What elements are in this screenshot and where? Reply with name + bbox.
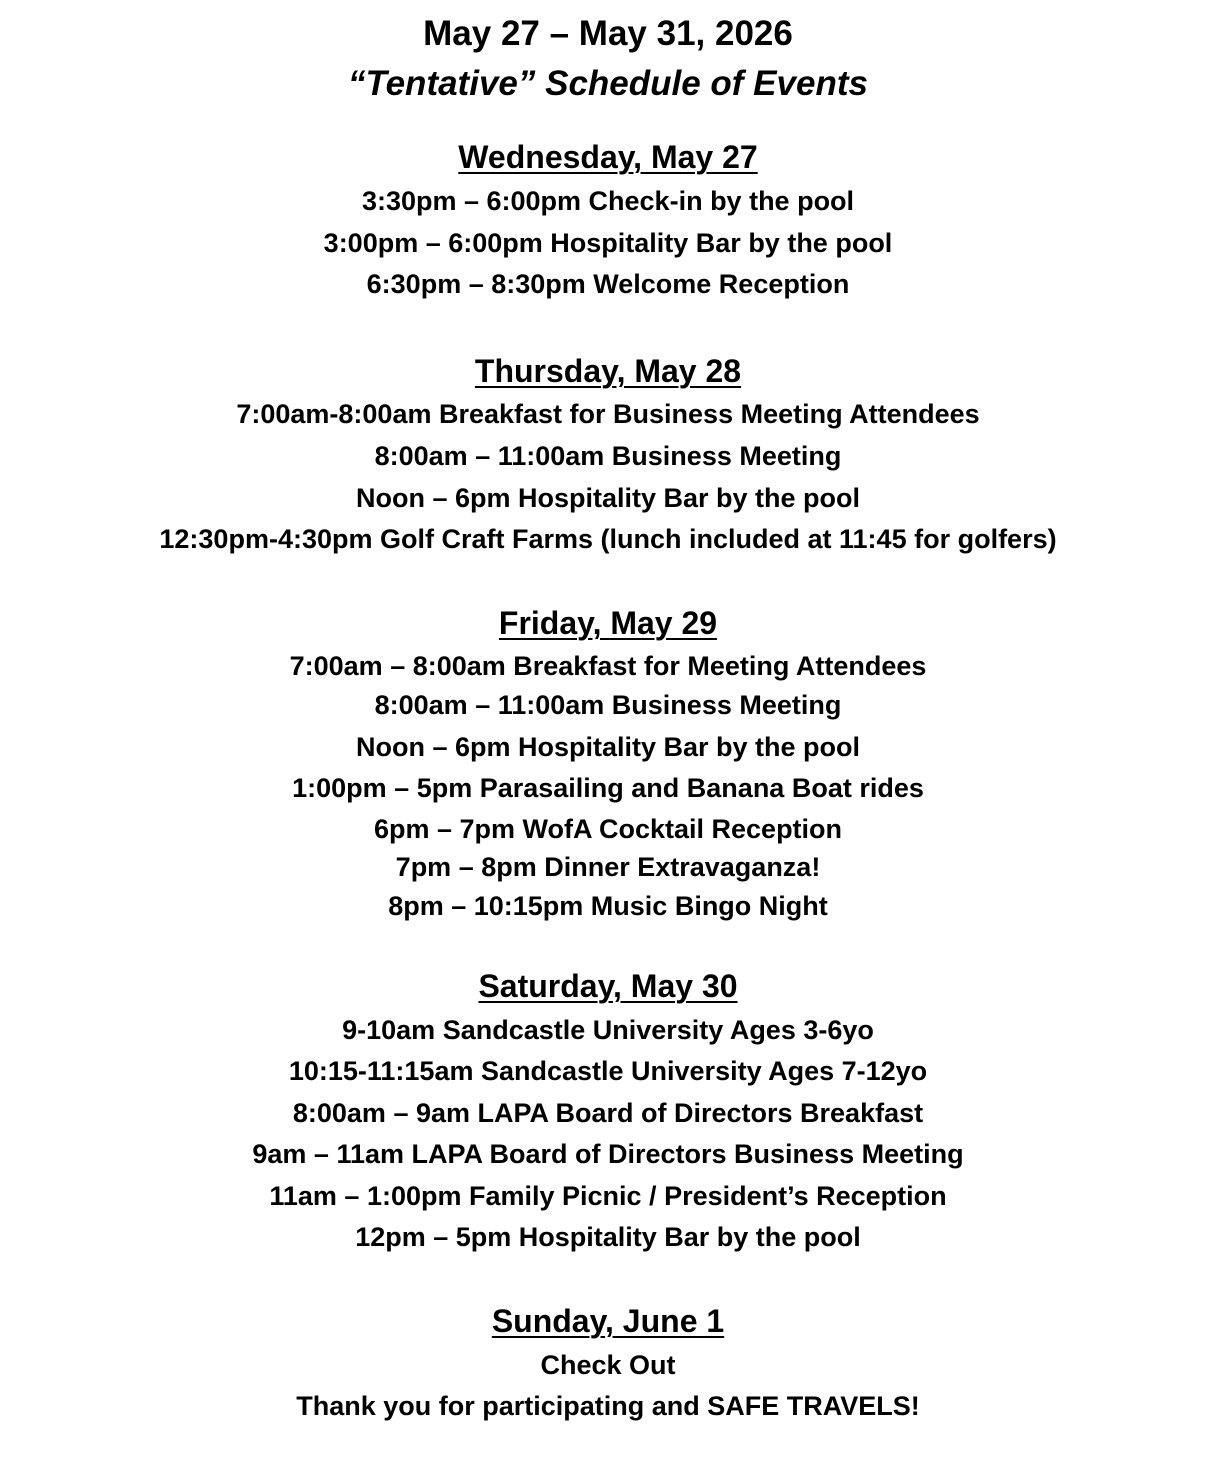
event-line: 9-10am Sandcastle University Ages 3-6yo xyxy=(342,1015,874,1045)
event-line: 3:00pm – 6:00pm Hospitality Bar by the pool xyxy=(323,228,893,258)
event-line: 6:30pm – 8:30pm Welcome Reception xyxy=(366,269,850,299)
event-line: 8pm – 10:15pm Music Bingo Night xyxy=(388,891,828,921)
event-line: 8:00am – 9am LAPA Board of Directors Breakfast xyxy=(292,1098,924,1128)
day-heading-sunday: Sunday, June 1 xyxy=(491,1303,725,1339)
event-line: 9am – 11am LAPA Board of Directors Business Meeting xyxy=(252,1139,964,1169)
event-line: 8:00am – 11:00am Business Meeting xyxy=(374,441,842,471)
event-line: 6pm – 7pm WofA Cocktail Reception xyxy=(373,814,843,844)
day-heading-friday: Friday, May 29 xyxy=(498,605,718,641)
event-line: 7:00am – 8:00am Breakfast for Meeting Attendees xyxy=(289,651,927,681)
event-line: 3:30pm – 6:00pm Check-in by the pool xyxy=(361,186,855,216)
event-line: 1:00pm – 5pm Parasailing and Banana Boat rides xyxy=(292,773,924,803)
day-heading-saturday: Saturday, May 30 xyxy=(478,968,738,1004)
closing-message: Thank you for participating and SAFE TRAVELS! xyxy=(296,1391,920,1421)
event-line: 7pm – 8pm Dinner Extravaganza! xyxy=(395,852,821,882)
event-line: Check Out xyxy=(540,1350,676,1380)
event-line: Noon – 6pm Hospitality Bar by the pool xyxy=(355,732,861,762)
event-line: 12:30pm-4:30pm Golf Craft Farms (lunch included at 11:45 for golfers) xyxy=(159,524,1057,554)
day-heading-wednesday: Wednesday, May 27 xyxy=(458,139,758,175)
page-title: May 27 – May 31, 2026 xyxy=(423,14,793,53)
event-line: 7:00am-8:00am Breakfast for Business Meeting Attendees xyxy=(236,399,980,429)
event-line: 11am – 1:00pm Family Picnic / President’s Reception xyxy=(269,1181,947,1211)
event-line: 10:15-11:15am Sandcastle University Ages 7-12yo xyxy=(288,1056,928,1086)
event-line: Noon – 6pm Hospitality Bar by the pool xyxy=(355,483,861,513)
event-line: 8:00am – 11:00am Business Meeting xyxy=(374,690,842,720)
event-line: 12pm – 5pm Hospitality Bar by the pool xyxy=(355,1222,861,1252)
page-subtitle: “Tentative” Schedule of Events xyxy=(348,64,868,103)
day-heading-thursday: Thursday, May 28 xyxy=(474,353,742,389)
